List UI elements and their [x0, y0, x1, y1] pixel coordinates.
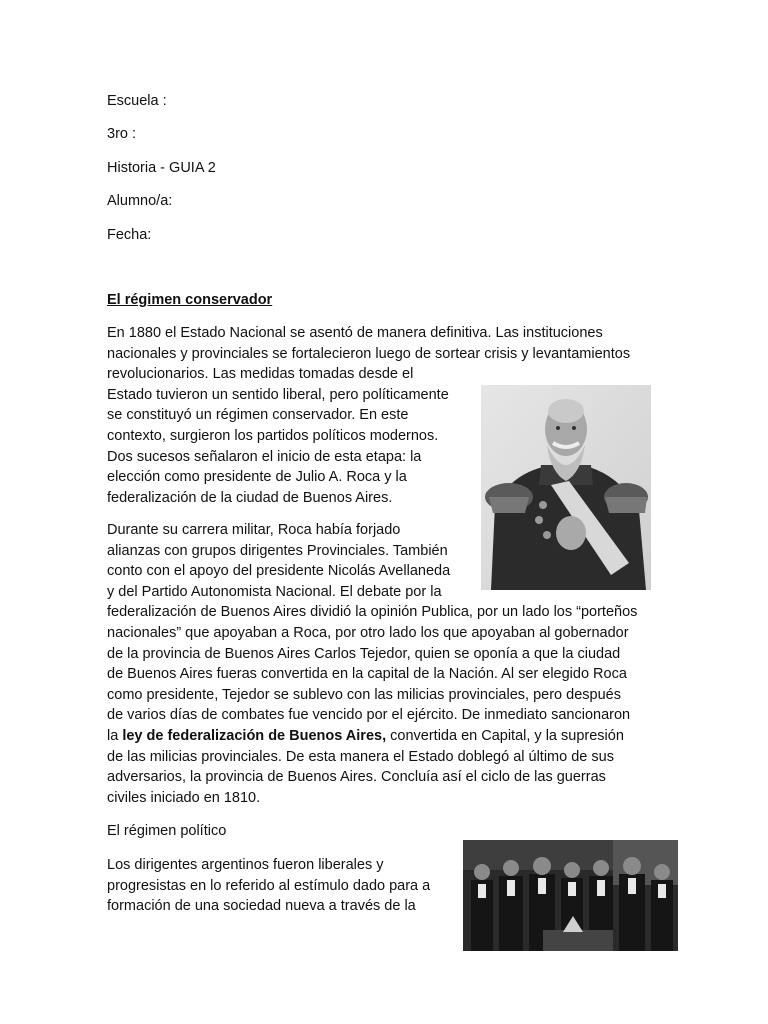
portrait-photo — [481, 385, 651, 590]
text-line: elección como presidente de Julio A. Roca y la — [107, 469, 407, 486]
text-line: de las milicias provinciales. De esta manera el Estado doblegó al último de sus — [107, 748, 614, 765]
text-line: Durante su carrera militar, Roca había forjado — [107, 522, 401, 538]
header-date: Fecha: — [107, 227, 152, 243]
text-line: contexto, surgieron los partidos políticos modernos. — [107, 427, 439, 444]
text-line: Estado tuvieron un sentido liberal, pero políticamente — [107, 386, 449, 403]
text-line: y del Partido Autonomista Nacional. El debate por la — [107, 583, 442, 600]
text-line: civiles iniciado en 1810. — [107, 789, 261, 806]
text-fragment: la — [107, 727, 123, 744]
text-line: federalización de la ciudad de Buenos Aires. — [107, 489, 393, 506]
text-line: nacionales y provinciales se fortalecieron luego de sortear crisis y levantamientos — [107, 345, 631, 362]
text-fragment: convertida en Capital, y la supresión — [386, 727, 624, 744]
subtitle-political-regime: El régimen político — [107, 823, 227, 839]
bold-law-name: ley de federalización de Buenos Aires, — [122, 727, 387, 744]
header-student: Alumno/a: — [107, 193, 173, 209]
header-grade: 3ro : — [107, 126, 137, 142]
text-line: adversarios, la provincia de Buenos Aires. Concluía así el ciclo de las guerras — [107, 769, 606, 786]
header-school: Escuela : — [107, 93, 167, 109]
text-line: conto con el apoyo del presidente Nicolás Avellaneda — [107, 563, 451, 580]
text-line: nacionales” que apoyaban a Roca, por otro lado los que apoyaban al gobernador — [107, 624, 629, 641]
text-line: de varios días de combates fue vencido por el ejército. De inmediato sancionaron — [107, 707, 631, 724]
text-line: progresistas en lo referido al estímulo dado para a — [107, 877, 431, 894]
section-title: El régimen conservador — [107, 292, 273, 308]
text-line: federalización de Buenos Aires dividió la opinión Publica, por un lado los “porteños — [107, 604, 638, 621]
text-line: como presidente, Tejedor se sublevo con las milicias provinciales, pero después — [107, 686, 621, 703]
header-subject: Historia - GUIA 2 — [107, 160, 216, 176]
text-line: En 1880 el Estado Nacional se asentó de manera definitiva. Las instituciones — [107, 325, 603, 341]
text-line: Los dirigentes argentinos fueron liberales y — [107, 857, 384, 873]
text-line: alianzas con grupos dirigentes Provinciales. También — [107, 542, 448, 559]
text-line: se constituyó un régimen conservador. En este — [107, 407, 409, 424]
text-line: formación de una sociedad nueva a través de la — [107, 898, 416, 915]
text-line: Dos sucesos señalaron el inicio de esta etapa: la — [107, 448, 422, 465]
text-line-bold — [107, 726, 667, 747]
text-line: de la provincia de Buenos Aires Carlos Tejedor, quien se oponía a que la ciudad — [107, 645, 621, 662]
text-line: revolucionarios. Las medidas tomadas desde el — [107, 366, 414, 383]
group-photo — [463, 840, 678, 951]
text-line: de Buenos Aires fueras convertida en la capital de la Nación. Al ser elegido Roca — [107, 666, 627, 683]
